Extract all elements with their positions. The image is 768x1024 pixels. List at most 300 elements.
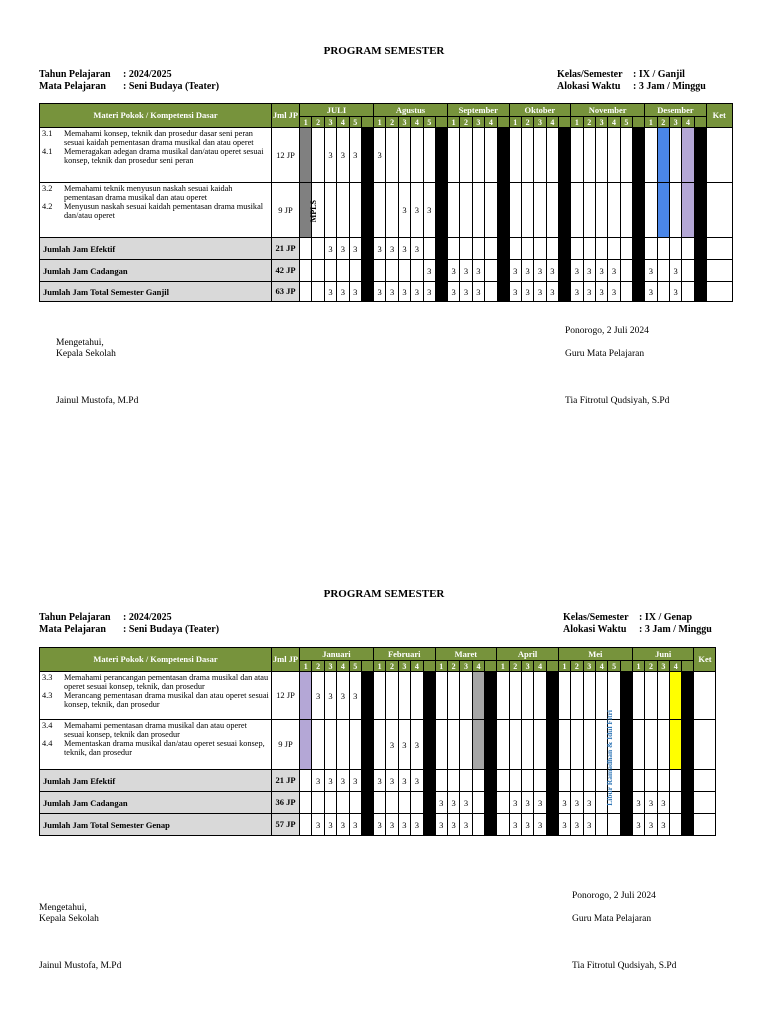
week-cell [497, 792, 509, 814]
week-value: 3 [509, 814, 521, 836]
header-month: Februari [373, 648, 435, 661]
holiday-gap-cell [497, 183, 509, 238]
week-cell [312, 720, 324, 770]
week-cell [509, 183, 521, 238]
kepala-sekolah-text: Kepala Sekolah [56, 349, 116, 359]
kd-text: Memahami teknik menyusun naskah sesuai kaidah pementasan drama musikal dan atau operet [64, 184, 233, 202]
header-week-gap [633, 117, 645, 128]
week-cell [398, 260, 410, 282]
holiday-gap-cell [361, 282, 373, 302]
alokasi-value: : 3 Jam / Minggu [633, 81, 706, 92]
week-cell [485, 238, 497, 260]
week-value: 3 [657, 814, 669, 836]
holiday-gap-cell [361, 770, 373, 792]
holiday-gap-cell [620, 672, 632, 720]
holiday-gap-cell [682, 720, 694, 770]
libur-ramadhan-label: Libur Ramadhan & Idul Fitri [605, 710, 614, 806]
week-cell [300, 814, 312, 836]
header-week-gap [559, 117, 571, 128]
week-value: 3 [337, 814, 349, 836]
week-value: 3 [324, 672, 336, 720]
week-cell [485, 260, 497, 282]
week-cell [300, 238, 312, 260]
header-week: 1 [558, 661, 570, 672]
holiday-gap-cell [559, 238, 571, 260]
week-value: 3 [312, 814, 324, 836]
week-cell [472, 814, 484, 836]
sum-row-cadangan [40, 260, 733, 282]
holiday-gap-cell [361, 183, 373, 238]
week-value: 3 [447, 282, 459, 302]
week-cell [460, 128, 472, 183]
week-cell [620, 282, 632, 302]
week-value: 3 [657, 792, 669, 814]
week-cell [312, 260, 324, 282]
holiday-gap-cell [546, 720, 558, 770]
week-cell [411, 260, 423, 282]
week-cell [583, 238, 595, 260]
holiday-gap-cell [497, 260, 509, 282]
week-value: 3 [349, 770, 361, 792]
holiday-gap-cell [546, 814, 558, 836]
week-value: 3 [447, 260, 459, 282]
week-cell [620, 183, 632, 238]
holiday-gap-cell [620, 770, 632, 792]
week-cell [620, 238, 632, 260]
week-value: 3 [349, 814, 361, 836]
holiday-gap-cell [633, 128, 645, 183]
holiday-gap-cell [435, 128, 447, 183]
header-week: 3 [657, 661, 669, 672]
ket-cell [706, 128, 732, 183]
week-value: 3 [546, 260, 558, 282]
week-cell [472, 183, 484, 238]
header-week: 2 [521, 117, 533, 128]
holiday-gap-cell [620, 814, 632, 836]
week-cell [324, 792, 336, 814]
week-cell [620, 128, 632, 183]
kd-number: 3.4 [42, 721, 53, 730]
header-jml-jp: Jml JP [272, 648, 300, 672]
week-value: 3 [411, 282, 423, 302]
holiday-gap-cell [694, 282, 706, 302]
week-value: 3 [571, 260, 583, 282]
week-cell [411, 792, 423, 814]
week-cell [509, 128, 521, 183]
week-value: 3 [509, 260, 521, 282]
week-cell [534, 672, 546, 720]
holiday-gap-cell [361, 260, 373, 282]
summary-label: Jumlah Jam Total Semester Ganjil [40, 282, 272, 302]
header-week: 1 [632, 661, 644, 672]
week-cell [447, 720, 459, 770]
kd-item [42, 673, 269, 691]
week-cell [349, 183, 361, 238]
header-week: 4 [337, 117, 349, 128]
week-value: 3 [608, 260, 620, 282]
jml-jp-cell: 12 JP [272, 672, 300, 720]
jml-jp-cell: 9 JP [272, 183, 300, 238]
holiday-gap-cell [682, 770, 694, 792]
week-cell [645, 183, 657, 238]
week-value: 3 [571, 792, 583, 814]
holiday-gap-cell [682, 672, 694, 720]
materi-cell [40, 128, 272, 183]
header-month: Maret [435, 648, 497, 661]
header-week-gap [361, 661, 373, 672]
week-value: 3 [411, 814, 423, 836]
header-month: Januari [300, 648, 374, 661]
mengetahui-text: Mengetahui, [56, 338, 104, 348]
week-cell [546, 128, 558, 183]
week-value: 3 [423, 183, 435, 238]
week-value: 3 [509, 282, 521, 302]
week-value: 3 [571, 814, 583, 836]
week-cell [583, 672, 595, 720]
week-cell [337, 792, 349, 814]
kd-item [42, 129, 269, 147]
week-value: 3 [312, 770, 324, 792]
week-cell [657, 238, 669, 260]
week-value: 3 [337, 238, 349, 260]
kd-row-1 [40, 672, 716, 720]
header-week: 1 [373, 117, 385, 128]
kd-text: Memahami konsep, teknik dan prosedur dasar seni peran sesuai kaidah pementasan drama musikal dan atau operet [64, 129, 254, 147]
mpls-label: MPLS [309, 200, 318, 223]
week-value: 3 [435, 814, 447, 836]
week-value: 3 [386, 814, 398, 836]
week-cell [324, 720, 336, 770]
week-value: 3 [558, 814, 570, 836]
week-value: 3 [411, 238, 423, 260]
meta-right-ganjil [557, 69, 706, 93]
week-value: 3 [386, 720, 398, 770]
week-cell [558, 770, 570, 792]
signature-place-date-ganjil: Ponorogo, 2 Juli 2024 [565, 326, 649, 336]
week-value: 3 [645, 814, 657, 836]
ket-cell [706, 260, 732, 282]
header-week: 2 [583, 117, 595, 128]
week-value: 3 [521, 260, 533, 282]
header-week: 2 [312, 117, 324, 128]
week-value: 3 [546, 282, 558, 302]
header-week: 4 [682, 117, 694, 128]
week-value: 3 [534, 260, 546, 282]
week-value: 3 [460, 282, 472, 302]
header-month: Desember [645, 104, 707, 117]
week-cell [460, 672, 472, 720]
holiday-gap-cell [361, 814, 373, 836]
week-cell [521, 238, 533, 260]
kd-row-2 [40, 720, 716, 770]
kd-text: Memeragakan adegan drama musikal dan/atau operet sesuai konsep, teknik dan prosedur seni peran [64, 147, 264, 165]
page-title-ganjil: PROGRAM SEMESTER [323, 45, 445, 57]
header-week: 4 [670, 661, 682, 672]
header-row-months [40, 648, 716, 661]
week-cell [386, 128, 398, 183]
week-cell [670, 814, 682, 836]
week-cell [373, 183, 385, 238]
signature-right-name-genap: Tia Fitrotul Qudsiyah, S.Pd [572, 961, 677, 971]
jml-jp-cell: 42 JP [272, 260, 300, 282]
holiday-gap-cell [361, 792, 373, 814]
holiday-gap-cell [423, 720, 435, 770]
holiday-gap-cell [633, 238, 645, 260]
header-month: Juni [632, 648, 694, 661]
jml-jp-cell: 21 JP [272, 770, 300, 792]
week-cell [682, 128, 694, 183]
week-cell [669, 183, 681, 238]
week-cell [571, 720, 583, 770]
header-week: 3 [534, 117, 546, 128]
week-value: 3 [337, 282, 349, 302]
week-cell [657, 128, 669, 183]
week-cell [521, 183, 533, 238]
holiday-gap-cell [559, 260, 571, 282]
holiday-gap-cell [682, 814, 694, 836]
week-value: 3 [645, 260, 657, 282]
signature-right-heading-genap: Guru Mata Pelajaran [572, 914, 652, 924]
mapel-value: : Seni Budaya (Teater) [123, 81, 220, 92]
header-week-gap [497, 117, 509, 128]
header-week: 4 [485, 117, 497, 128]
header-week: 4 [411, 661, 423, 672]
week-cell [608, 128, 620, 183]
week-cell [460, 770, 472, 792]
materi-cell [40, 183, 272, 238]
jml-jp-cell: 36 JP [272, 792, 300, 814]
week-cell [657, 260, 669, 282]
week-value: 3 [583, 260, 595, 282]
week-cell [300, 792, 312, 814]
holiday-gap-cell [559, 183, 571, 238]
header-week: 2 [460, 117, 472, 128]
week-cell [300, 720, 312, 770]
week-value: 3 [460, 792, 472, 814]
summary-label: Jumlah Jam Efektif [40, 770, 272, 792]
week-value: 3 [337, 672, 349, 720]
kd-number: 3.1 [42, 129, 53, 138]
kd-number: 3.2 [42, 184, 53, 193]
week-cell [447, 128, 459, 183]
week-cell [608, 183, 620, 238]
header-week: 2 [657, 117, 669, 128]
week-cell [521, 128, 533, 183]
week-value: 3 [386, 770, 398, 792]
header-week: 3 [324, 661, 336, 672]
holiday-gap-cell [633, 183, 645, 238]
sum-row-total [40, 814, 716, 836]
header-week: 3 [595, 117, 607, 128]
week-cell [497, 720, 509, 770]
kelas-label: Kelas/Semester [563, 612, 629, 623]
week-cell [300, 260, 312, 282]
week-value: 3 [386, 282, 398, 302]
week-cell [312, 238, 324, 260]
week-cell [645, 238, 657, 260]
kepala-sekolah-text: Kepala Sekolah [39, 914, 99, 924]
header-month: Agustus [373, 104, 447, 117]
header-week-gap [485, 661, 497, 672]
header-week-gap [694, 117, 706, 128]
header-month: April [497, 648, 559, 661]
holiday-gap-cell [485, 770, 497, 792]
week-value: 3 [349, 672, 361, 720]
jml-jp-cell: 12 JP [272, 128, 300, 183]
week-cell [620, 260, 632, 282]
kd-text: Mementaskan drama musikal dan/atau operet sesuai konsep, teknik, dan prosedur [64, 739, 265, 757]
week-cell [398, 792, 410, 814]
holiday-gap-cell [497, 238, 509, 260]
summary-label: Jumlah Jam Cadangan [40, 792, 272, 814]
week-value: 3 [324, 238, 336, 260]
jml-jp-cell: 21 JP [272, 238, 300, 260]
kd-number: 4.2 [42, 202, 53, 211]
jml-jp-cell: 57 JP [272, 814, 300, 836]
header-month: September [447, 104, 509, 117]
week-cell [657, 672, 669, 720]
holiday-gap-cell [423, 770, 435, 792]
sum-row-efektif [40, 770, 716, 792]
header-week: 5 [423, 117, 435, 128]
header-week: 5 [608, 661, 620, 672]
week-cell [669, 238, 681, 260]
week-cell [337, 260, 349, 282]
header-materi: Materi Pokok / Kompetensi Dasar [40, 648, 272, 672]
header-week: 4 [596, 661, 608, 672]
week-cell [645, 720, 657, 770]
week-value: 3 [386, 238, 398, 260]
kd-text: Memahami perancangan pementasan drama musikal dan atau operet sesuai konsep, teknik, dan prosedur [64, 673, 269, 691]
week-cell [571, 183, 583, 238]
week-cell [534, 128, 546, 183]
week-cell [546, 183, 558, 238]
header-week: 5 [349, 117, 361, 128]
week-cell [546, 238, 558, 260]
ket-cell [694, 770, 716, 792]
week-cell [447, 183, 459, 238]
holiday-gap-cell [361, 672, 373, 720]
page-title-genap: PROGRAM SEMESTER [323, 588, 445, 600]
holiday-gap-cell [435, 183, 447, 238]
mapel-label: Mata Pelajaran [39, 624, 106, 635]
week-cell [632, 720, 644, 770]
signature-right-name-ganjil: Tia Fitrotul Qudsiyah, S.Pd [565, 396, 670, 406]
week-cell [447, 238, 459, 260]
week-cell [373, 260, 385, 282]
holiday-gap-cell [423, 792, 435, 814]
week-cell [386, 792, 398, 814]
kd-number: 4.1 [42, 147, 53, 156]
week-cell [670, 672, 682, 720]
holiday-gap-cell [633, 282, 645, 302]
week-value: 3 [324, 814, 336, 836]
week-cell [632, 770, 644, 792]
week-value: 3 [398, 720, 410, 770]
header-week: 3 [398, 117, 410, 128]
sum-row-cadangan [40, 792, 716, 814]
kelas-label: Kelas/Semester [557, 69, 623, 80]
week-cell [300, 128, 312, 183]
week-value: 3 [337, 128, 349, 183]
header-week: 1 [435, 661, 447, 672]
ket-cell [694, 720, 716, 770]
holiday-gap-cell [633, 260, 645, 282]
holiday-gap-cell [559, 282, 571, 302]
summary-label: Jumlah Jam Total Semester Genap [40, 814, 272, 836]
holiday-gap-cell [620, 792, 632, 814]
week-cell [657, 770, 669, 792]
week-cell [571, 238, 583, 260]
week-cell [682, 238, 694, 260]
week-cell [583, 183, 595, 238]
week-cell [485, 282, 497, 302]
week-cell [312, 282, 324, 302]
week-cell [534, 720, 546, 770]
holiday-gap-cell [682, 792, 694, 814]
week-cell [447, 770, 459, 792]
kd-number: 4.4 [42, 739, 53, 748]
week-cell [411, 672, 423, 720]
week-value: 3 [411, 183, 423, 238]
week-value: 3 [324, 770, 336, 792]
alokasi-label: Alokasi Waktu [557, 81, 621, 92]
holiday-gap-cell [546, 672, 558, 720]
kd-text: Merancang pementasan drama musikal dan atau operet sesuai konsep, teknik, dan prosedur [64, 691, 269, 709]
header-week: 3 [521, 661, 533, 672]
week-value: 3 [411, 720, 423, 770]
header-week: 4 [472, 661, 484, 672]
week-cell [571, 128, 583, 183]
alokasi-value: : 3 Jam / Minggu [639, 624, 712, 635]
holiday-gap-cell [485, 672, 497, 720]
week-value: 3 [349, 238, 361, 260]
signature-place-date-genap: Ponorogo, 2 Juli 2024 [572, 891, 656, 901]
week-cell [472, 720, 484, 770]
signature-left-name-genap: Jainul Mustofa, M.Pd [39, 961, 122, 971]
holiday-gap-cell [435, 238, 447, 260]
week-value: 3 [398, 282, 410, 302]
tahun-value: : 2024/2025 [123, 69, 172, 80]
week-value: 3 [521, 282, 533, 302]
holiday-gap-cell [694, 183, 706, 238]
week-cell [595, 128, 607, 183]
week-cell [534, 183, 546, 238]
week-cell [485, 183, 497, 238]
header-week: 1 [497, 661, 509, 672]
week-value: 3 [349, 282, 361, 302]
kd-text: Memahami pementasan drama musikal dan atau operet sesuai konsep, teknik dan prosedur [64, 721, 247, 739]
kd-item [42, 184, 269, 202]
week-cell [670, 720, 682, 770]
week-cell [571, 672, 583, 720]
week-cell [312, 128, 324, 183]
header-week: 1 [645, 117, 657, 128]
week-cell [497, 814, 509, 836]
header-week: 1 [300, 117, 312, 128]
week-value: 3 [645, 792, 657, 814]
week-value: 3 [472, 260, 484, 282]
materi-cell [40, 672, 272, 720]
header-week: 4 [534, 661, 546, 672]
week-cell [472, 792, 484, 814]
week-value: 3 [398, 770, 410, 792]
week-value: 3 [373, 770, 385, 792]
week-cell [373, 720, 385, 770]
week-value: 3 [373, 282, 385, 302]
header-week: 3 [398, 661, 410, 672]
week-cell [682, 282, 694, 302]
